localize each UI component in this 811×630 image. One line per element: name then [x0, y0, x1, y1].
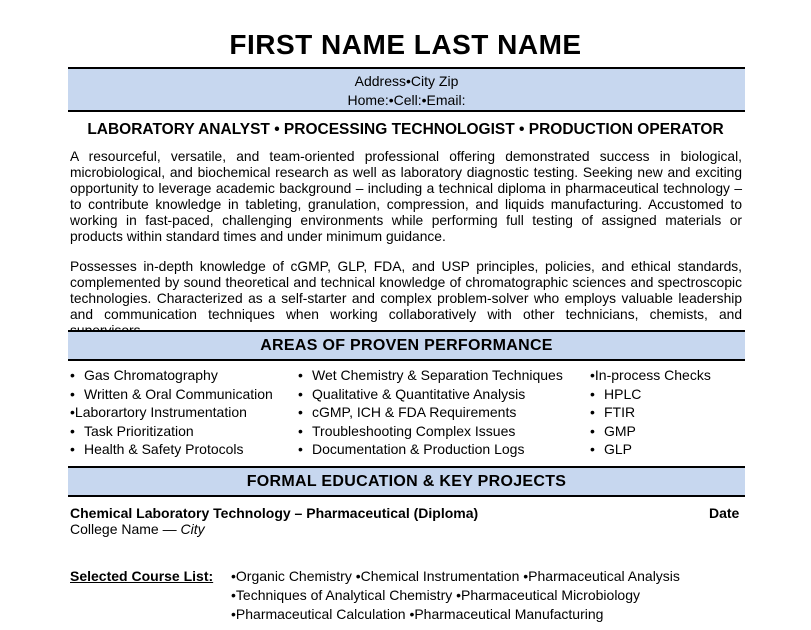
course-item: • Pharmaceutical Analysis	[523, 568, 680, 584]
skill-item: • GMP	[590, 422, 636, 439]
education-heading: FORMAL EDUCATION & KEY PROJECTS	[68, 466, 745, 497]
course-line	[231, 567, 680, 586]
bullet-icon: •	[298, 422, 303, 439]
course-item: • Pharmaceutical Calculation	[231, 606, 406, 622]
course-item: • Pharmaceutical Microbiology	[456, 587, 640, 603]
skills-column-3	[590, 366, 740, 459]
candidate-name: FIRST NAME LAST NAME	[229, 29, 582, 60]
course-line	[231, 586, 680, 605]
bullet-icon: •	[590, 367, 595, 383]
college-name: College Name —	[70, 521, 181, 537]
skill-item: • Task Prioritization	[70, 422, 194, 439]
skills-column-1	[70, 366, 285, 459]
skill-item: •In-process Checks	[590, 367, 711, 383]
skill-item: • Written & Oral Communication	[70, 385, 273, 402]
course-line	[231, 605, 680, 624]
bullet-icon: •	[298, 404, 303, 420]
skill-item: • Gas Chromatography	[70, 367, 218, 383]
professional-headline: LABORATORY ANALYST • PROCESSING TECHNOLOGIST • PRODUCTION OPERATOR	[87, 121, 724, 138]
skill-item: •Laborartory Instrumentation	[70, 404, 247, 420]
skills-column-2	[298, 366, 583, 459]
course-item: • Pharmaceutical Manufacturing	[409, 606, 603, 622]
education-date: Date	[709, 505, 740, 521]
skill-item: • Qualitative & Quantitative Analysis	[298, 385, 526, 402]
skill-item: • cGMP, ICH & FDA Requirements	[298, 404, 517, 420]
bullet-icon: •	[298, 367, 303, 383]
course-item: • Techniques of Analytical Chemistry	[231, 587, 452, 603]
bullet-icon: •	[70, 404, 75, 420]
college-city: City	[180, 521, 205, 537]
skill-item: • Health & Safety Protocols	[70, 441, 244, 457]
course-list-label: Selected Course List:	[70, 568, 214, 584]
bullet-icon: •	[590, 441, 595, 457]
bullet-icon: •	[298, 385, 303, 402]
education-college	[70, 520, 205, 538]
areas-heading: AREAS OF PROVEN PERFORMANCE	[68, 330, 745, 361]
contact-band	[68, 67, 745, 112]
course-list	[231, 567, 680, 624]
course-item: • Organic Chemistry	[231, 568, 352, 584]
summary-paragraph-2: Possesses in-depth knowledge of cGMP, GLP, FDA, and USP principles, policies, and ethical standards, complemented by sound theoretical and technical knowledge of chromatographic sciences and spectroscopic technologies. Characterized as a self-starter and complex problem-solver who employs valuable leadership and communication techniques when working collaboratively with other technicians, chemists, and	[70, 259, 742, 322]
bullet-icon: •	[590, 422, 595, 439]
skill-item: • Documentation & Production Logs	[298, 441, 525, 457]
bullet-icon: •	[70, 441, 75, 457]
bullet-icon: •	[70, 367, 75, 383]
education-program: Chemical Laboratory Technology – Pharmaceutical (Diploma)	[70, 505, 479, 521]
bullet-icon: •	[590, 404, 595, 420]
bullet-icon: •	[70, 422, 75, 439]
summary-paragraph-1: A resourceful, versatile, and team-oriented professional offering demonstrated success in biological, microbiological, and biochemical research as well as laboratory diagnostic testing. Seeking new and exciting opportunity to leverage academic background – including a technical diploma in pharmaceutical technology – to contribute knowledge in tableting, granulation, compression, and liquids manufacturing. Accustomed to working in fast-paced, challenging environments while performing full testing of assigned materials or products within standard times and under minimum guidance.	[70, 149, 742, 244]
course-item: • Chemical Instrumentation	[356, 568, 520, 584]
bullet-icon: •	[590, 385, 595, 402]
skill-item: • Wet Chemistry & Separation Techniques	[298, 367, 563, 383]
skill-item: • GLP	[590, 441, 633, 457]
skill-item: • FTIR	[590, 404, 636, 420]
address-line: Address•City Zip	[354, 73, 459, 89]
skill-item: • Troubleshooting Complex Issues	[298, 422, 516, 439]
phone-email-line: Home:•Cell:•Email:	[347, 92, 466, 108]
bullet-icon: •	[298, 441, 303, 457]
skill-item: • HPLC	[590, 385, 642, 402]
bullet-icon: •	[70, 385, 75, 402]
